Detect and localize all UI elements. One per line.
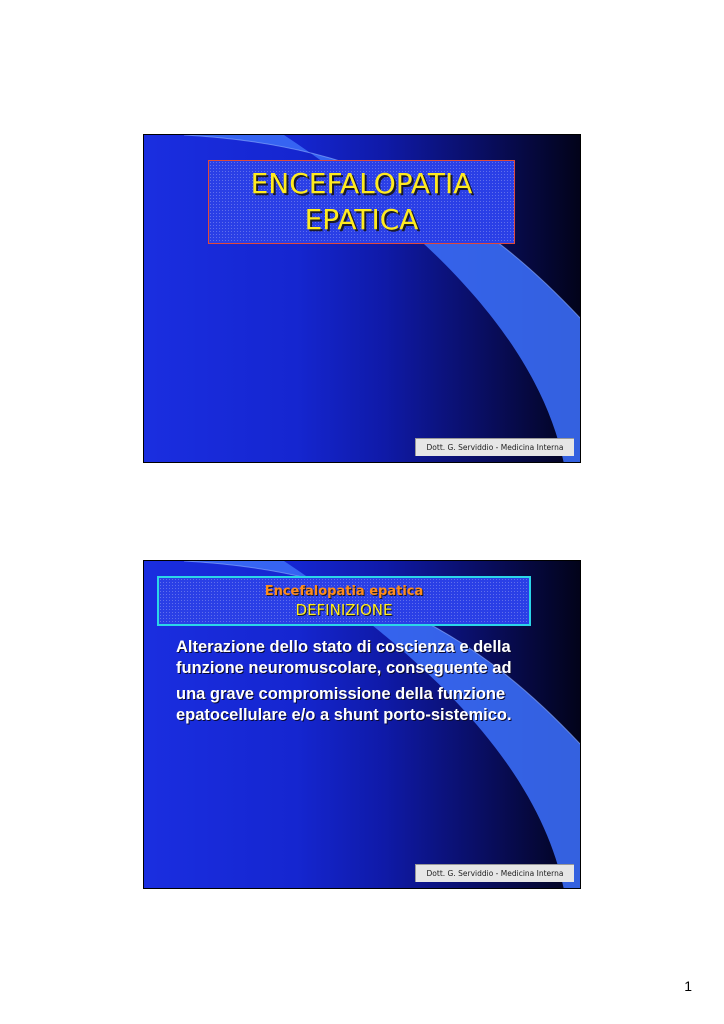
slide-footer: Dott. G. Serviddio - Medicina Interna: [415, 438, 574, 456]
definition-paragraph-2: una grave compromissione della funzione epatocellulare e/o a shunt porto-sistemico.: [176, 685, 512, 724]
title-line-1: ENCEFALOPATIA: [250, 167, 473, 200]
title-line-2: EPATICA: [304, 203, 419, 236]
definition-paragraph-1: Alterazione dello stato di coscienza e della funzione neuromuscolare, conseguente ad: [176, 638, 512, 677]
definition-text: [176, 637, 556, 731]
slide-1: [143, 134, 581, 463]
section-title: Encefalopatia epatica: [264, 583, 424, 599]
section-header-box: [157, 576, 531, 626]
slide-footer: Dott. G. Serviddio - Medicina Interna: [415, 864, 574, 882]
section-heading: DEFINIZIONE: [295, 600, 393, 619]
title-box: [208, 160, 515, 244]
slide-2: [143, 560, 581, 889]
page-number: 1: [684, 978, 692, 994]
